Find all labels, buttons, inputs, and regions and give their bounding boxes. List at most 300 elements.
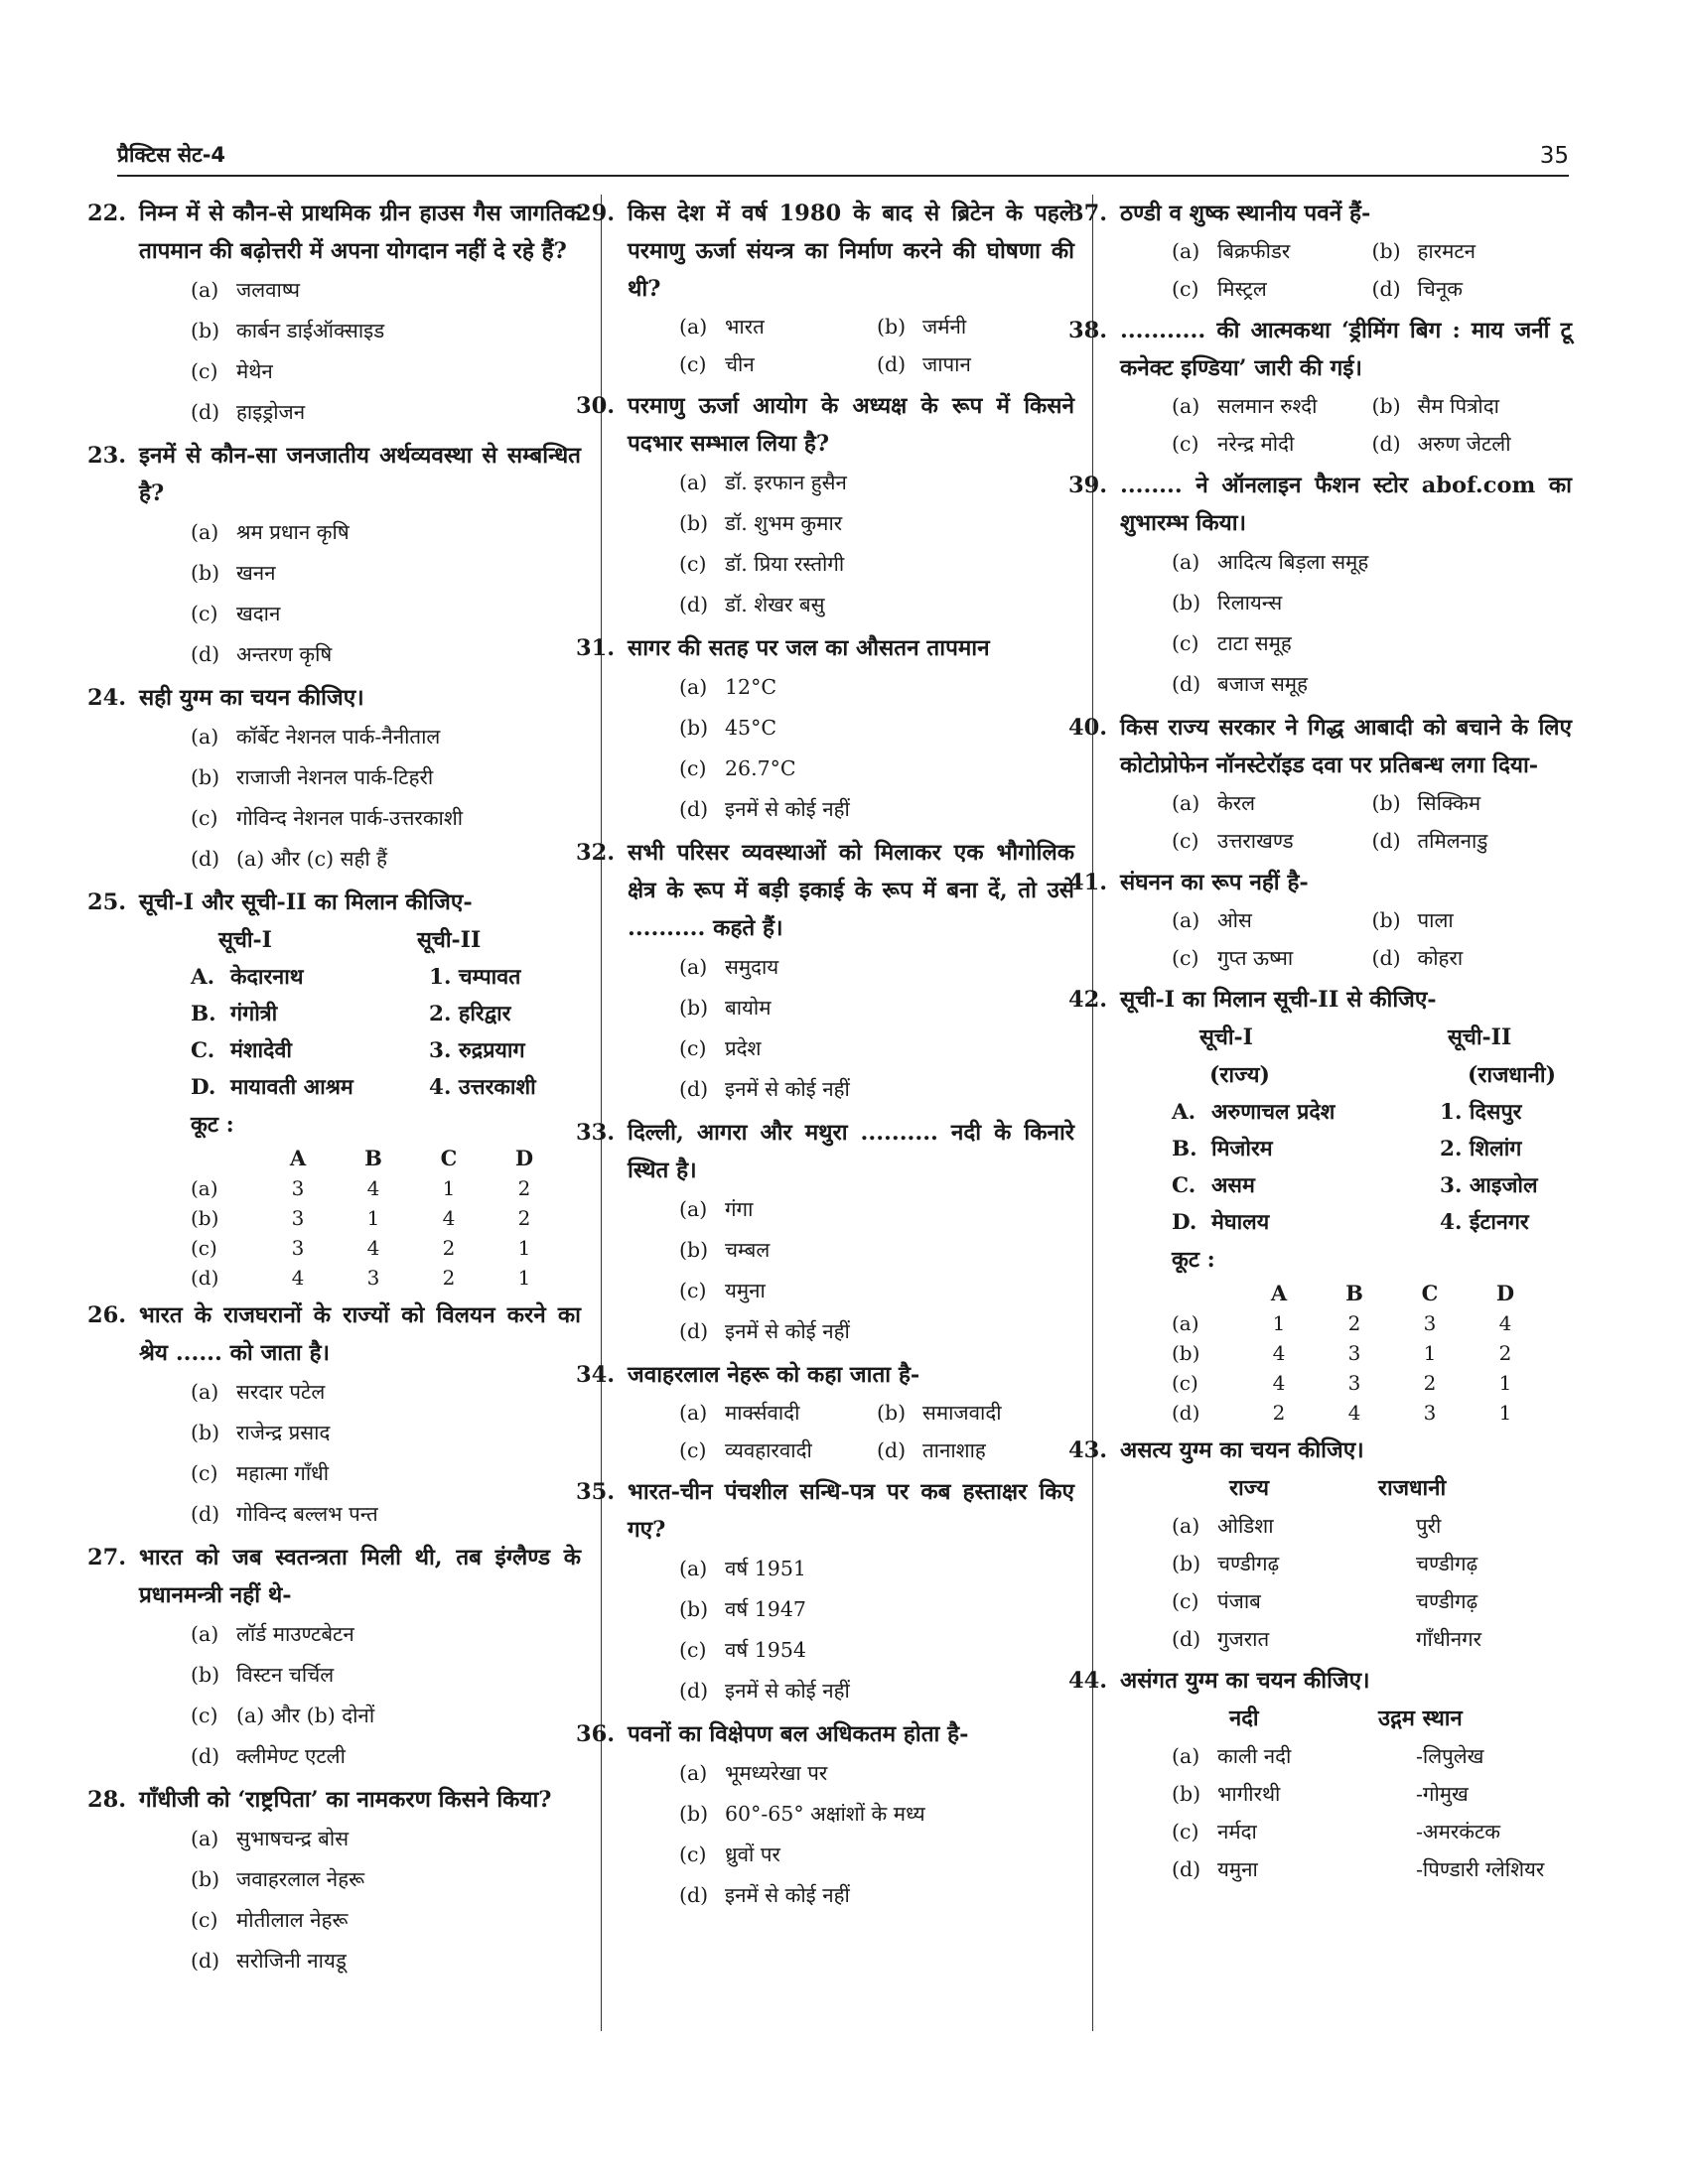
option-label: (b): [191, 1867, 220, 1891]
question-heading: [576, 195, 1074, 308]
option-label: (b): [877, 315, 907, 339]
option-label: (b): [1371, 394, 1401, 418]
question-text: परमाणु ऊर्जा आयोग के अध्यक्ष के रूप में किसने पदभार सम्भाल लिया है?: [628, 393, 1074, 457]
pair-letter: C.: [1172, 1173, 1196, 1198]
option-label: (b): [191, 319, 220, 342]
option-text: भूमध्यरेखा पर: [725, 1761, 828, 1785]
option-text: कोहरा: [1417, 946, 1464, 970]
pair-match: 2. हरिद्वार: [429, 1002, 511, 1026]
option: [679, 1394, 877, 1432]
option-text: (a) और (b) दोनों: [236, 1704, 375, 1727]
option-text: सैम पित्रोदा: [1417, 394, 1499, 418]
match-pair: [1120, 1131, 1572, 1167]
question-text: सागर की सतह पर जल का औसतन तापमान: [628, 635, 990, 661]
pair-letter: A.: [191, 965, 215, 990]
question-number: 27.: [87, 1545, 127, 1570]
option: [628, 1589, 1074, 1630]
code-value: 1: [517, 1236, 531, 1260]
option-text: गंगा: [725, 1197, 754, 1221]
code-value: 1: [517, 1266, 531, 1290]
option-text: तमिलनाडु: [1417, 829, 1488, 853]
question-33: [576, 1114, 1074, 1352]
page-number: 35: [1539, 143, 1569, 169]
question-31: [576, 629, 1074, 830]
option-text: गुप्त ऊष्मा: [1217, 946, 1294, 970]
code-value: 3: [291, 1206, 305, 1230]
question-heading: [576, 834, 1074, 947]
match-pair: [139, 1032, 581, 1069]
option-text: टाटा समूह: [1217, 631, 1292, 655]
option-text: पाला: [1417, 908, 1454, 932]
option: [1372, 822, 1573, 860]
code-option-label: (c): [1172, 1371, 1198, 1395]
option-text: इनमें से कोई नहीं: [725, 1679, 850, 1703]
option-label: (b): [679, 996, 709, 1020]
option-label: (c): [679, 756, 707, 780]
option: [139, 1372, 581, 1413]
option-label: (a): [191, 520, 219, 544]
option-label: (d): [877, 1438, 907, 1462]
option-label: (c): [191, 806, 218, 830]
code-column-head: D: [1495, 1281, 1515, 1305]
option-label: (b): [877, 1401, 907, 1425]
option-label: (a): [1172, 550, 1200, 574]
pair-letter: A.: [1172, 1100, 1196, 1125]
option: [139, 1900, 581, 1941]
option-text: सरदार पटेल: [236, 1380, 326, 1404]
option-label: (c): [679, 552, 707, 576]
question-heading: [1068, 312, 1572, 387]
option-label: (a): [679, 675, 708, 699]
question-text: इनमें से कौन-सा जनजातीय अर्थव्यवस्था से सम्बन्धित है?: [139, 443, 581, 506]
pair-letter: B.: [191, 1002, 216, 1026]
option-label: (d): [191, 400, 220, 424]
option: [679, 1432, 877, 1469]
code-value: 4: [1498, 1311, 1512, 1335]
option-text: गोविन्द बल्लभ पन्त: [236, 1502, 378, 1526]
code-value: 3: [1423, 1311, 1437, 1335]
option: [1172, 901, 1372, 939]
question-text: गाँधीजी को ‘राष्ट्रपिता’ का नामकरण किसने किया?: [139, 1787, 552, 1813]
code-value: 4: [291, 1266, 305, 1290]
option-label: (c): [191, 602, 218, 625]
option-text: मार्क्सवादी: [725, 1401, 800, 1425]
option-label: (b): [679, 716, 709, 740]
question-32: [576, 834, 1074, 1110]
option-text: जवाहरलाल नेहरू: [236, 1867, 365, 1891]
option-label: (a): [191, 278, 219, 302]
question-heading: [87, 1297, 581, 1372]
option-label: (d): [191, 1744, 220, 1768]
option: [877, 1432, 1074, 1469]
question-text: सही युग्म का चयन कीजिए।: [139, 685, 364, 711]
option-label: (c): [1172, 829, 1199, 853]
pair-match: 1. चम्पावत: [429, 965, 521, 990]
option: [1372, 232, 1573, 270]
option-label: (d): [877, 352, 907, 376]
code-column-head: C: [440, 1146, 458, 1170]
option: [628, 1794, 1074, 1835]
option: [628, 1835, 1074, 1875]
question-number: 40.: [1068, 715, 1108, 741]
option-row: [628, 1432, 1074, 1469]
code-value: 4: [1272, 1341, 1286, 1365]
option-text: 45°C: [725, 716, 777, 740]
pair-column-2: उद्गम स्थान: [1378, 1706, 1463, 1731]
option-label: (d): [1172, 1627, 1201, 1651]
option-label: (a): [679, 315, 708, 339]
option-text: ओस: [1217, 908, 1252, 932]
option: [139, 351, 581, 392]
option-label: (d): [679, 1883, 709, 1907]
pair-column-1: नदी: [1229, 1706, 1259, 1731]
option-label: (b): [1371, 791, 1401, 815]
option: [877, 345, 1074, 383]
question-35: [576, 1473, 1074, 1711]
code-value: 1: [442, 1176, 456, 1200]
option-label: (d): [679, 593, 709, 616]
question-text: पवनों का विक्षेपण बल अधिकतम होता है-: [628, 1721, 969, 1747]
pair-match: 3. रुद्रप्रयाग: [429, 1038, 525, 1063]
option: [628, 789, 1074, 830]
question-number: 37.: [1068, 201, 1108, 226]
option-label: (a): [679, 1761, 708, 1785]
pair-match: 4. ईटानगर: [1440, 1210, 1529, 1235]
code-value: 1: [1498, 1401, 1512, 1425]
option-label: (a): [1172, 1744, 1200, 1768]
option-text: जापान: [922, 352, 971, 376]
option: [1120, 1850, 1572, 1888]
option-text: तानाशाह: [922, 1438, 986, 1462]
option: [877, 308, 1074, 345]
pair-match: 1. दिसपुर: [1440, 1100, 1522, 1125]
question-heading: [576, 387, 1074, 463]
option: [1372, 784, 1573, 822]
option-label: (b): [679, 511, 709, 535]
option-label: (b): [1172, 1782, 1201, 1806]
option-label: (a): [679, 471, 708, 494]
question-heading: [1068, 1432, 1572, 1469]
code-option-label: (c): [191, 1236, 217, 1260]
question-number: 38.: [1068, 318, 1108, 343]
option: [1120, 542, 1572, 583]
option: [1372, 425, 1573, 463]
option-text: सुभाषचन्द्र बोस: [236, 1827, 350, 1850]
option: [139, 392, 581, 433]
option-label: (a): [191, 1622, 219, 1646]
pair-letter: B.: [1172, 1137, 1197, 1161]
option-text: डॉ. इरफान हुसैन: [725, 471, 847, 494]
option: [628, 947, 1074, 988]
option-text: जर्मनी: [922, 315, 967, 339]
code-value: 3: [1423, 1401, 1437, 1425]
question-heading: [87, 195, 581, 270]
question-38: [1068, 312, 1572, 463]
question-27: [87, 1539, 581, 1777]
pair-letter: C.: [191, 1038, 215, 1063]
question-28: [87, 1781, 581, 1981]
code-row: [191, 1233, 562, 1263]
question-number: 34.: [576, 1362, 616, 1388]
option: [1172, 232, 1372, 270]
option-text: डॉ. प्रिया रस्तोगी: [725, 552, 845, 576]
option-text: चीन: [725, 352, 755, 376]
code-row: [191, 1173, 562, 1203]
pair-match: 2. शिलांग: [1440, 1137, 1522, 1161]
option: [139, 311, 581, 351]
question-heading: [87, 884, 581, 921]
option-text: यमुना: [725, 1279, 766, 1302]
option: [679, 308, 877, 345]
option-text: विस्टन चर्चिल: [236, 1663, 335, 1687]
code-value: 3: [291, 1236, 305, 1260]
pair-item: असम: [1211, 1173, 1255, 1198]
option-text: आदित्य बिड़ला समूह: [1217, 550, 1369, 574]
option-label: (a): [679, 1557, 708, 1580]
option: [139, 1736, 581, 1777]
question-text: निम्न में से कौन-से प्राथमिक ग्रीन हाउस गैस जागतिक तापमान की बढ़ोत्तरी में अपना योगदान नहीं दे रहे हैं?: [139, 201, 581, 264]
code-value: 2: [517, 1176, 531, 1200]
option: [628, 503, 1074, 544]
option-text: लॉर्ड माउण्टबेटन: [236, 1622, 354, 1646]
option: [1120, 1582, 1572, 1620]
pair-item: गंगोत्री: [230, 1002, 278, 1026]
option-label: (a): [679, 1401, 708, 1425]
option-text: मोतीलाल नेहरू: [236, 1908, 349, 1932]
option-label: (b): [1172, 591, 1201, 614]
code-value: 1: [1498, 1371, 1512, 1395]
question-heading: [87, 679, 581, 717]
question-number: 26.: [87, 1302, 127, 1328]
option-label: (b): [679, 1597, 709, 1621]
option: [139, 757, 581, 798]
option: [1172, 822, 1372, 860]
option-label: (b): [1371, 908, 1401, 932]
question-number: 23.: [87, 443, 127, 469]
question-42: [1068, 981, 1572, 1428]
match-list-subheaders: [1120, 1056, 1572, 1094]
question-heading: [87, 1781, 581, 1819]
option-text: वर्ष 1951: [725, 1557, 806, 1580]
option: [139, 1413, 581, 1453]
option: [139, 1819, 581, 1859]
option: [139, 839, 581, 880]
question-34: [576, 1356, 1074, 1469]
option-label: (d): [1371, 432, 1401, 456]
option: [139, 1614, 581, 1655]
option-pair-left: गुजरात: [1217, 1627, 1270, 1651]
option-text: राजाजी नेशनल पार्क-टिहरी: [236, 765, 434, 789]
question-number: 43.: [1068, 1437, 1108, 1463]
code-value: 3: [1347, 1341, 1361, 1365]
option-label: (c): [679, 352, 707, 376]
question-text: संघनन का रूप नहीं है-: [1120, 870, 1309, 895]
option-text: 60°-65° अक्षांशों के मध्य: [725, 1802, 925, 1826]
option: [139, 270, 581, 311]
option-text: इनमें से कोई नहीं: [725, 1077, 850, 1101]
option: [628, 544, 1074, 585]
option: [628, 1069, 1074, 1110]
option-text: इनमें से कोई नहीं: [725, 797, 850, 821]
question-heading: [1068, 864, 1572, 901]
code-column-head: A: [289, 1146, 307, 1170]
option-text: बायोम: [725, 996, 772, 1020]
option-pair-left: ओडिशा: [1217, 1514, 1274, 1538]
option-pair-right: -पिण्डारी ग्लेशियर: [1416, 1857, 1545, 1881]
option: [139, 717, 581, 757]
code-value: 4: [366, 1176, 380, 1200]
option: [628, 708, 1074, 749]
option-text: क्लीमेण्ट एटली: [236, 1744, 346, 1768]
list-1-subheader: (राज्य): [1209, 1062, 1270, 1088]
code-header-row: [1172, 1279, 1543, 1308]
option-row: [1120, 901, 1572, 939]
option-text: इनमें से कोई नहीं: [725, 1883, 850, 1907]
option-text: सिक्किम: [1417, 791, 1481, 815]
question-26: [87, 1297, 581, 1535]
code-option-label: (a): [1172, 1311, 1199, 1335]
code-value: 1: [1272, 1311, 1286, 1335]
option: [628, 1230, 1074, 1271]
code-option-label: (b): [1172, 1341, 1200, 1365]
code-row: [191, 1203, 562, 1233]
code-value: 1: [1423, 1341, 1437, 1365]
pair-item: मिजोरम: [1211, 1137, 1273, 1161]
option-pair-left: भागीरथी: [1217, 1782, 1281, 1806]
question-text: ........ ने ऑनलाइन फैशन स्टोर abof.com का शुभारम्भ किया।: [1120, 473, 1572, 536]
option-label: (d): [679, 1077, 709, 1101]
option: [628, 1028, 1074, 1069]
option-label: (b): [1172, 1552, 1201, 1575]
option: [139, 1655, 581, 1696]
option-label: (d): [1371, 277, 1401, 301]
option-pair-left: काली नदी: [1217, 1744, 1292, 1768]
option-text: उत्तराखण्ड: [1217, 829, 1294, 853]
code-corner: [1172, 1279, 1241, 1308]
option-text: राजेन्द्र प्रसाद: [236, 1421, 331, 1444]
option-text: डॉ. शेखर बसु: [725, 593, 825, 616]
option-label: (c): [1172, 1589, 1199, 1613]
question-24: [87, 679, 581, 880]
option-text: अरुण जेटली: [1417, 432, 1511, 456]
option-label: (c): [191, 1461, 218, 1485]
option-text: खनन: [236, 561, 276, 585]
code-value: 2: [1423, 1371, 1437, 1395]
option-text: चम्बल: [725, 1238, 771, 1262]
option-pair-right: चण्डीगढ़: [1416, 1552, 1478, 1575]
code-option-label: (a): [191, 1176, 218, 1200]
question-23: [87, 437, 581, 675]
question-text: ........... की आत्मकथा ‘ड्रीमिंग बिग : माय जर्नी टू कनेक्ट इण्डिया’ जारी की गई।: [1120, 318, 1572, 381]
question-heading: [576, 1715, 1074, 1753]
option-text: श्रम प्रधान कृषि: [236, 520, 350, 544]
code-option-label: (d): [191, 1266, 219, 1290]
option-label: (c): [191, 359, 218, 383]
option-label: (a): [679, 955, 708, 979]
pair-column-2: राजधानी: [1378, 1475, 1447, 1501]
option: [1172, 784, 1372, 822]
code-corner: [191, 1144, 260, 1173]
option-text: 12°C: [725, 675, 777, 699]
question-heading: [1068, 195, 1572, 232]
option-text: 26.7°C: [725, 756, 796, 780]
code-value: 4: [442, 1206, 456, 1230]
option-label: (d): [191, 847, 220, 871]
option: [139, 1941, 581, 1981]
question-number: 36.: [576, 1721, 616, 1747]
option-label: (c): [1172, 631, 1199, 655]
code-value: 2: [442, 1266, 456, 1290]
option: [628, 1753, 1074, 1794]
question-43: [1068, 1432, 1572, 1658]
option: [1372, 901, 1573, 939]
option-text: डॉ. शुभम कुमार: [725, 511, 843, 535]
question-heading: [576, 1473, 1074, 1549]
option-label: (c): [679, 1843, 707, 1866]
option: [1120, 623, 1572, 664]
code-row: [191, 1263, 562, 1293]
question-heading: [1068, 1662, 1572, 1700]
code-row: [1172, 1368, 1543, 1398]
option: [1120, 1813, 1572, 1850]
option-label: (b): [679, 1238, 709, 1262]
option-label: (c): [1172, 277, 1199, 301]
question-29: [576, 195, 1074, 383]
match-pair: [139, 1069, 581, 1106]
option: [628, 1671, 1074, 1711]
option: [1372, 939, 1573, 977]
code-value: 4: [1272, 1371, 1286, 1395]
code-column-head: B: [364, 1146, 382, 1170]
option-text: वर्ष 1954: [725, 1638, 806, 1662]
pair-match: 4. उत्तरकाशी: [429, 1075, 536, 1100]
set-title: प्रैक्टिस सेट-4: [117, 143, 226, 167]
question-heading: [1068, 467, 1572, 542]
question-text: भारत-चीन पंचशील सन्धि-पत्र पर कब हस्ताक्षर किए गए?: [628, 1479, 1074, 1543]
option-row: [1120, 822, 1572, 860]
option: [139, 634, 581, 675]
question-heading: [576, 629, 1074, 667]
option-row: [628, 1394, 1074, 1432]
option-pair-left: यमुना: [1217, 1857, 1258, 1881]
code-value: 3: [366, 1266, 380, 1290]
option-label: (d): [1172, 1857, 1201, 1881]
option-text: कॉर्बेट नेशनल पार्क-नैनीताल: [236, 725, 441, 749]
code-column-head: B: [1345, 1281, 1363, 1305]
question-number: 30.: [576, 393, 616, 419]
question-heading: [1068, 709, 1572, 784]
option-label: (c): [679, 1438, 707, 1462]
option-label: (d): [191, 642, 220, 666]
question-text: किस राज्य सरकार ने गिद्ध आबादी को बचाने के लिए कोटोप्रोफेन नॉनस्टेरॉइड दवा पर प्रतिबन्ध लगा दिया-: [1120, 715, 1572, 778]
question-25: [87, 884, 581, 1293]
match-pair: [1120, 1204, 1572, 1241]
option-label: (b): [191, 561, 220, 585]
question-text: असंगत युग्म का चयन कीजिए।: [1120, 1668, 1370, 1694]
question-37: [1068, 195, 1572, 308]
option-text: जलवाष्प: [236, 278, 301, 302]
question-text: दिल्ली, आगरा और मथुरा .......... नदी के किनारे स्थित है।: [628, 1120, 1074, 1183]
question-40: [1068, 709, 1572, 860]
option-label: (c): [1172, 432, 1199, 456]
question-41: [1068, 864, 1572, 977]
option-pair-right: -गोमुख: [1416, 1782, 1469, 1806]
option: [628, 1630, 1074, 1671]
option-text: सलमान रुश्दी: [1217, 394, 1318, 418]
option: [1120, 1775, 1572, 1813]
option-label: (a): [1172, 239, 1200, 263]
code-column-head: C: [1421, 1281, 1439, 1305]
